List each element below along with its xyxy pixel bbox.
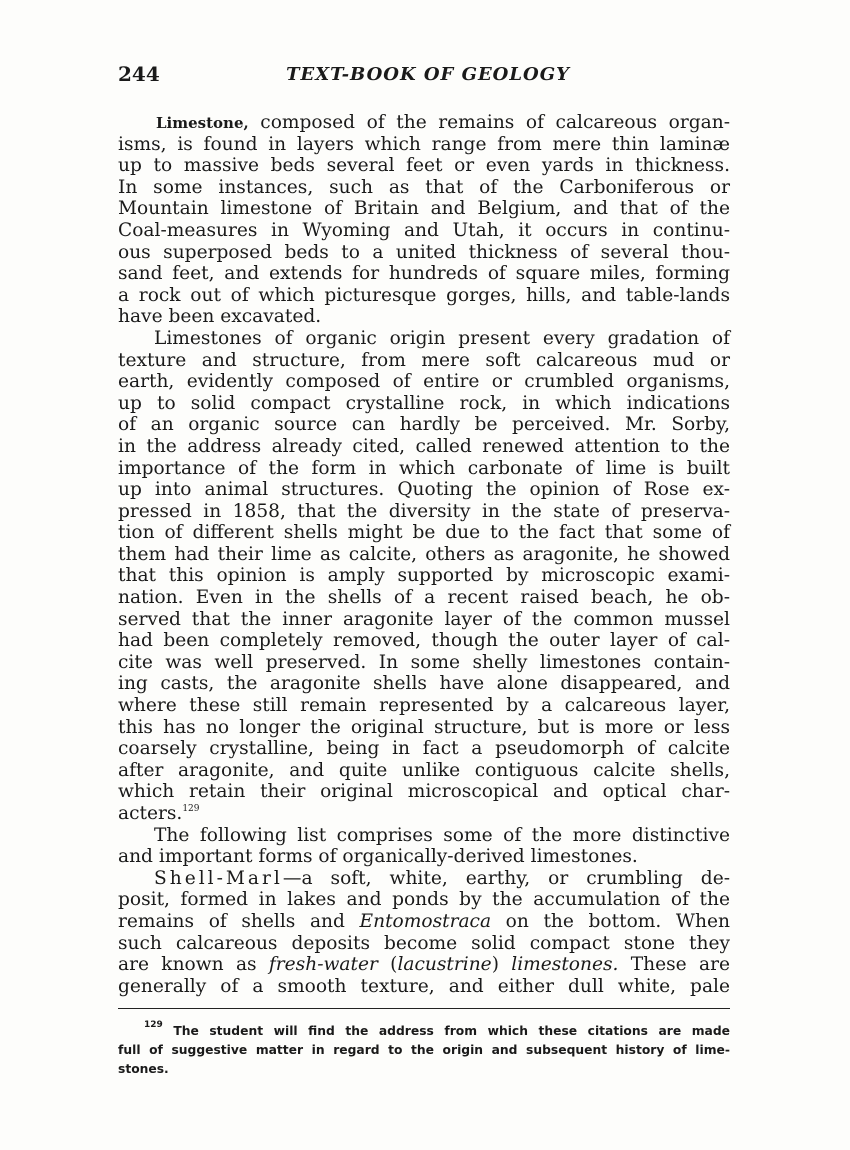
italic-term: lacustrine xyxy=(397,954,492,976)
text-line: In some instances, such as that of the Carboniferous or xyxy=(118,176,730,198)
paragraph-limestone xyxy=(118,112,730,328)
text-span: composed of the remains of calcareous organ- xyxy=(248,112,730,133)
text-line: up to massive beds several feet or even yards in thickness. xyxy=(118,155,730,177)
running-title: TEXT-BOOK OF GEOLOGY xyxy=(286,64,570,85)
italic-term: fresh-water xyxy=(268,954,378,976)
text-line: The following list comprises some of the more distinctive xyxy=(154,824,730,846)
text-span: are known as xyxy=(118,954,269,976)
text-line: Mountain limestone of Britain and Belgium, and that of the xyxy=(118,198,730,220)
text-line: Limestones of organic origin present every gradation of xyxy=(154,327,730,349)
text-line: nation. Even in the shells of a recent raised beach, he ob- xyxy=(118,587,730,609)
run-in-term: Shell-Marl xyxy=(154,867,283,889)
text-span: —a soft, white, earthy, or crumbling de- xyxy=(282,867,730,889)
italic-term: limestones. xyxy=(511,954,619,976)
paragraph-organic-limestones xyxy=(118,328,730,825)
text-line: and important forms of organically-derived limestones. xyxy=(118,846,638,868)
footnote-line xyxy=(118,1022,730,1041)
text-line xyxy=(118,868,730,890)
text-line: tion of different shells might be due to the fact that some of xyxy=(118,522,730,544)
text-line xyxy=(118,954,730,976)
page-body xyxy=(118,112,730,997)
text-line xyxy=(118,803,730,825)
italic-term: Entomostraca xyxy=(359,910,492,932)
text-line: up to solid compact crystalline rock, in which indications xyxy=(118,392,730,414)
footnote-marker: 129 xyxy=(144,1020,163,1030)
text-line: them had their lime as calcite, others as aragonite, he showed xyxy=(118,543,730,565)
text-span: acters. xyxy=(118,803,183,824)
page-header xyxy=(118,62,738,92)
text-span: These are xyxy=(618,954,730,976)
text-line: sand feet, and extends for hundreds of square miles, forming xyxy=(118,263,730,285)
text-line: coarsely crystalline, being in fact a pseudomorph of calcite xyxy=(118,738,730,760)
text-line: texture and structure, from mere soft calcareous mud or xyxy=(118,349,730,371)
text-line: served that the inner aragonite layer of the common mussel xyxy=(118,608,730,630)
text-line: which retain their original microscopical and optical char- xyxy=(118,781,730,803)
paragraph-list-intro xyxy=(118,825,730,868)
text-line: this has no longer the original structure, but is more or less xyxy=(118,716,730,738)
text-span: ) xyxy=(491,954,512,976)
text-line: ing casts, the aragonite shells have alone disappeared, and xyxy=(118,673,730,695)
text-line: earth, evidently composed of entire or crumbled organisms, xyxy=(118,371,730,393)
footnote-reference[interactable]: 129 xyxy=(182,804,200,814)
text-line: such calcareous deposits become solid compact stone they xyxy=(118,932,730,954)
text-span: remains of shells and xyxy=(118,910,360,932)
text-line xyxy=(118,911,730,933)
text-line: where these still remain represented by a calcareous layer, xyxy=(118,695,730,717)
text-line: isms, is found in layers which range from mere thin laminæ xyxy=(118,133,730,155)
text-line: Coal-measures in Wyoming and Utah, it occurs in continu- xyxy=(118,219,730,241)
text-span: ( xyxy=(377,954,398,976)
text-line: after aragonite, and quite unlike contiguous calcite shells, xyxy=(118,759,730,781)
page-number: 244 xyxy=(118,62,160,86)
footnote-line: full of suggestive matter in regard to the origin and subsequent history of lime- xyxy=(118,1043,730,1057)
footnote xyxy=(118,1022,730,1079)
paragraph-shell-marl xyxy=(118,868,730,998)
text-line: of an organic source can hardly be perceived. Mr. Sorby, xyxy=(118,414,730,436)
text-span: on the bottom. When xyxy=(491,910,730,932)
text-line: generally of a smooth texture, and either dull white, pale xyxy=(118,975,730,997)
text-line: posit, formed in lakes and ponds by the accumulation of the xyxy=(118,889,730,911)
run-in-heading: Limestone, xyxy=(156,114,249,132)
text-line xyxy=(118,112,730,134)
text-line: pressed in 1858, that the diversity in the state of preserva- xyxy=(118,500,730,522)
text-line: in the address already cited, called renewed attention to the xyxy=(118,435,730,457)
text-line: importance of the form in which carbonate of lime is built xyxy=(118,457,730,479)
text-line: cite was well preserved. In some shelly limestones contain- xyxy=(118,651,730,673)
text-line: that this opinion is amply supported by microscopic exami- xyxy=(118,565,730,587)
text-line: ous superposed beds to a united thickness of several thou- xyxy=(118,241,730,263)
footnote-line: stones. xyxy=(118,1062,169,1076)
text-line: have been excavated. xyxy=(118,306,322,328)
text-span: The student will find the address from which these citations are made xyxy=(162,1024,730,1038)
text-line: a rock out of which picturesque gorges, hills, and table-lands xyxy=(118,284,730,306)
text-line: up into animal structures. Quoting the opinion of Rose ex- xyxy=(118,479,730,501)
footnote-divider xyxy=(118,1008,730,1009)
text-line: had been completely removed, though the outer layer of cal- xyxy=(118,630,730,652)
